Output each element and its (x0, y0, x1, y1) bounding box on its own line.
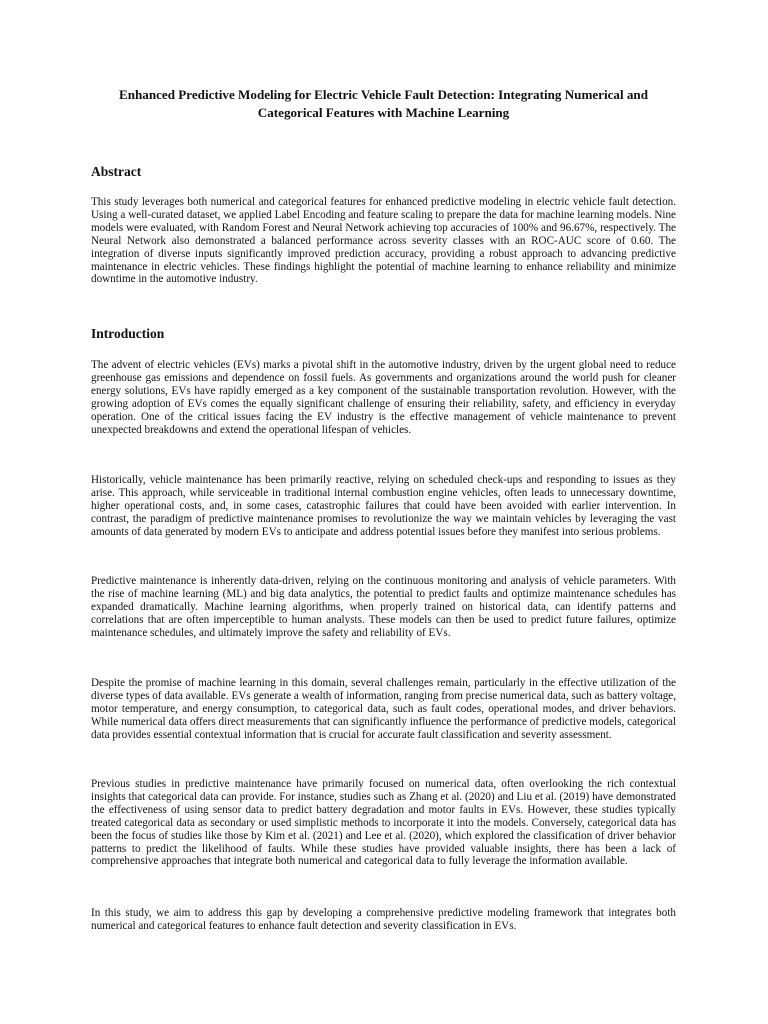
intro-paragraph-2: Historically, vehicle maintenance has been primarily reactive, relying on scheduled check-ups and responding to issues as they arise. This approach, while serviceable in traditional internal combustion engine vehicles, often leads to unnecessary downtime, higher operational costs, and, in some cases, catastrophic failures that could have been avoided with earlier intervention. In contrast, the paradigm of predictive maintenance promises to revolutionize the way we maintain vehicles by leveraging the vast amounts of data generated by modern EVs to anticipate and address potential issues before they manifest into serious problems. (91, 474, 676, 538)
intro-paragraph-1: The advent of electric vehicles (EVs) marks a pivotal shift in the automotive industry, driven by the urgent global need to reduce greenhouse gas emissions and dependence on fossil fuels. As governments and organizations around the world push for cleaner energy solutions, EVs have rapidly emerged as a key component of the sustainable transportation revolution. However, with the growing adoption of EVs comes the equally significant challenge of ensuring their reliability, safety, and efficiency in everyday operation. One of the critical issues facing the EV industry is the effective management of vehicle maintenance to prevent unexpected breakdowns and extend the operational lifespan of vehicles. (91, 359, 676, 436)
intro-paragraph-5: Previous studies in predictive maintenance have primarily focused on numerical data, often overlooking the rich contextual insights that categorical data can provide. For instance, studies such as Zhang et al. (2020) and Liu et al. (2019) have demonstrated the effectiveness of using sensor data to predict battery degradation and motor faults in EVs. However, these studies typically treated categorical data as secondary or used simplistic methods to incorporate it into the models. Conversely, categorical data has been the focus of studies like those by Kim et al. (2021) and Lee et al. (2020), which explored the classification of driver behavior patterns to predict the likelihood of faults. While these studies have provided valuable insights, there has been a lack of comprehensive approaches that integrate both numerical and categorical data to fully leverage the information available. (91, 778, 676, 868)
paper-title: Enhanced Predictive Modeling for Electric Vehicle Fault Detection: Integrating Numerical and Categorical Features with Machine Learning (118, 87, 648, 120)
abstract-paragraph: This study leverages both numerical and categorical features for enhanced predictive modeling in electric vehicle fault detection. Using a well-curated dataset, we applied Label Encoding and feature scaling to prepare the data for machine learning models. Nine models were evaluated, with Random Forest and Neural Network achieving top accuracies of 100% and 96.67%, respectively. The Neural Network also demonstrated a balanced performance across severity classes with an ROC-AUC score of 0.60. The integration of diverse inputs significantly improved prediction accuracy, providing a robust approach to advancing predictive maintenance in electric vehicles. These findings highlight the potential of machine learning to enhance reliability and minimize downtime in the automotive industry. (91, 196, 676, 286)
intro-paragraph-3: Predictive maintenance is inherently data-driven, relying on the continuous monitoring and analysis of vehicle parameters. With the rise of machine learning (ML) and big data analytics, the potential to predict faults and optimize maintenance schedules has expanded dramatically. Machine learning algorithms, when properly trained on historical data, can identify patterns and correlations that are often imperceptible to human analysts. These models can then be used to predict future failures, optimize maintenance schedules, and ultimately improve the safety and reliability of EVs. (91, 575, 676, 639)
intro-paragraph-4: Despite the promise of machine learning in this domain, several challenges remain, particularly in the effective utilization of the diverse types of data available. EVs generate a wealth of information, ranging from precise numerical data, such as battery voltage, motor temperature, and energy consumption, to categorical data, such as fault codes, operational modes, and driver behaviors. While numerical data offers direct measurements that can significantly influence the performance of predictive models, categorical data provides essential contextual information that is crucial for accurate fault classification and severity assessment. (91, 677, 676, 741)
abstract-heading: Abstract (91, 164, 142, 179)
intro-paragraph-6: In this study, we aim to address this gap by developing a comprehensive predictive modeling framework that integrates both numerical and categorical features to enhance fault detection and severity classification in EVs. (91, 907, 676, 932)
introduction-heading: Introduction (91, 326, 165, 341)
